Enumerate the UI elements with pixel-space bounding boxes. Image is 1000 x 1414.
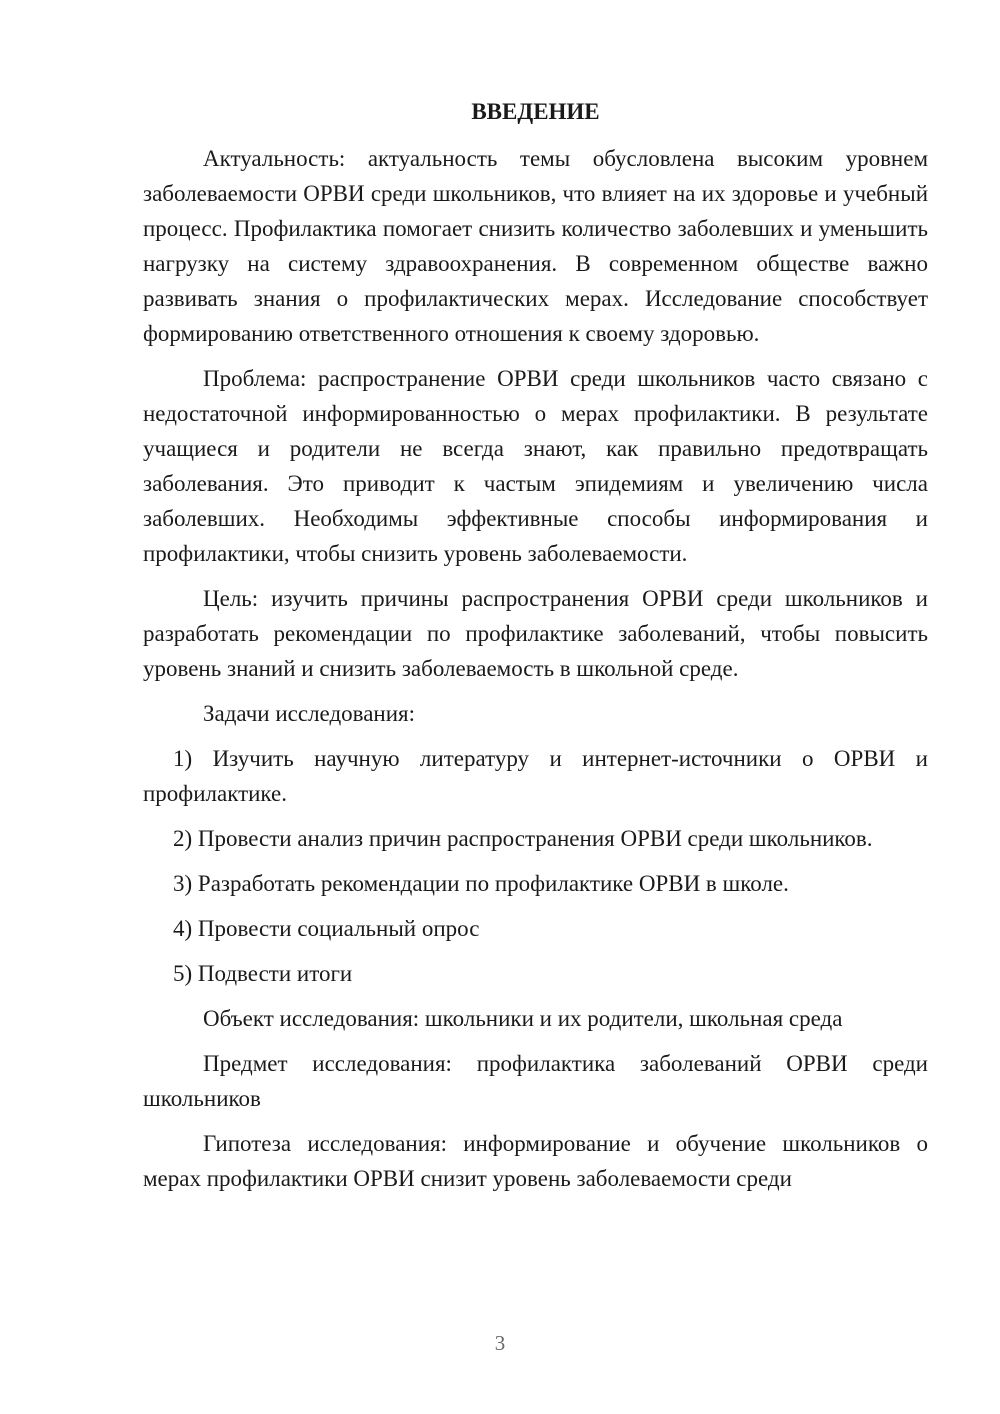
goal-paragraph: Цель: изучить причины распространения ОРВИ среди школьников и разработать рекомендации по профилактике заболеваний, чтобы повысить уровень знаний и снизить заболеваемость в школьной среде. [143,586,928,681]
page-number: 3 [494,1331,506,1355]
research-object-paragraph: Объект исследования: школьники и их родители, школьная среда [203,1006,843,1031]
task-item: 5) Подвести итоги [173,961,353,986]
task-item: 3) Разработать рекомендации по профилактике ОРВИ в школе. [173,871,789,896]
task-item: 1) Изучить научную литературу и интернет-источники о ОРВИ и профилактике. [143,746,928,806]
task-item: 2) Провести анализ причин распространения ОРВИ среди школьников. [173,826,873,851]
tasks-title: Задачи исследования: [203,701,416,726]
problem-paragraph: Проблема: распространение ОРВИ среди школьников часто связано с недостаточной информированностью о мерах профилактики. В результате учащиеся и родители не всегда знают, как правильно предотвращать заболевания. Это приводит к частым эпидемиям и увеличению числа заболевших. Необходимы эффективные способы информирования и профилактики, чтобы снизить уровень заболеваемости. [143,366,928,566]
task-item: 4) Провести социальный опрос [173,916,480,941]
relevance-paragraph: Актуальность: актуальность темы обусловлена высоким уровнем заболеваемости ОРВИ среди школьников, что влияет на их здоровье и учебный процесс. Профилактика помогает снизить количество заболевших и уменьшить нагрузку на систему здравоохранения. В современном обществе важно развивать знания о профилактических мерах. Исследование способствует формированию ответственного отношения к своему здоровью. [143,146,928,346]
section-heading: ВВЕДЕНИЕ [471,99,600,124]
hypothesis-paragraph: Гипотеза исследования: информирование и обучение школьников о мерах профилактики ОРВИ снизит уровень заболеваемости среди [143,1131,928,1191]
document-page [143,94,928,1206]
research-subject-paragraph: Предмет исследования: профилактика заболеваний ОРВИ среди школьников [143,1051,928,1111]
